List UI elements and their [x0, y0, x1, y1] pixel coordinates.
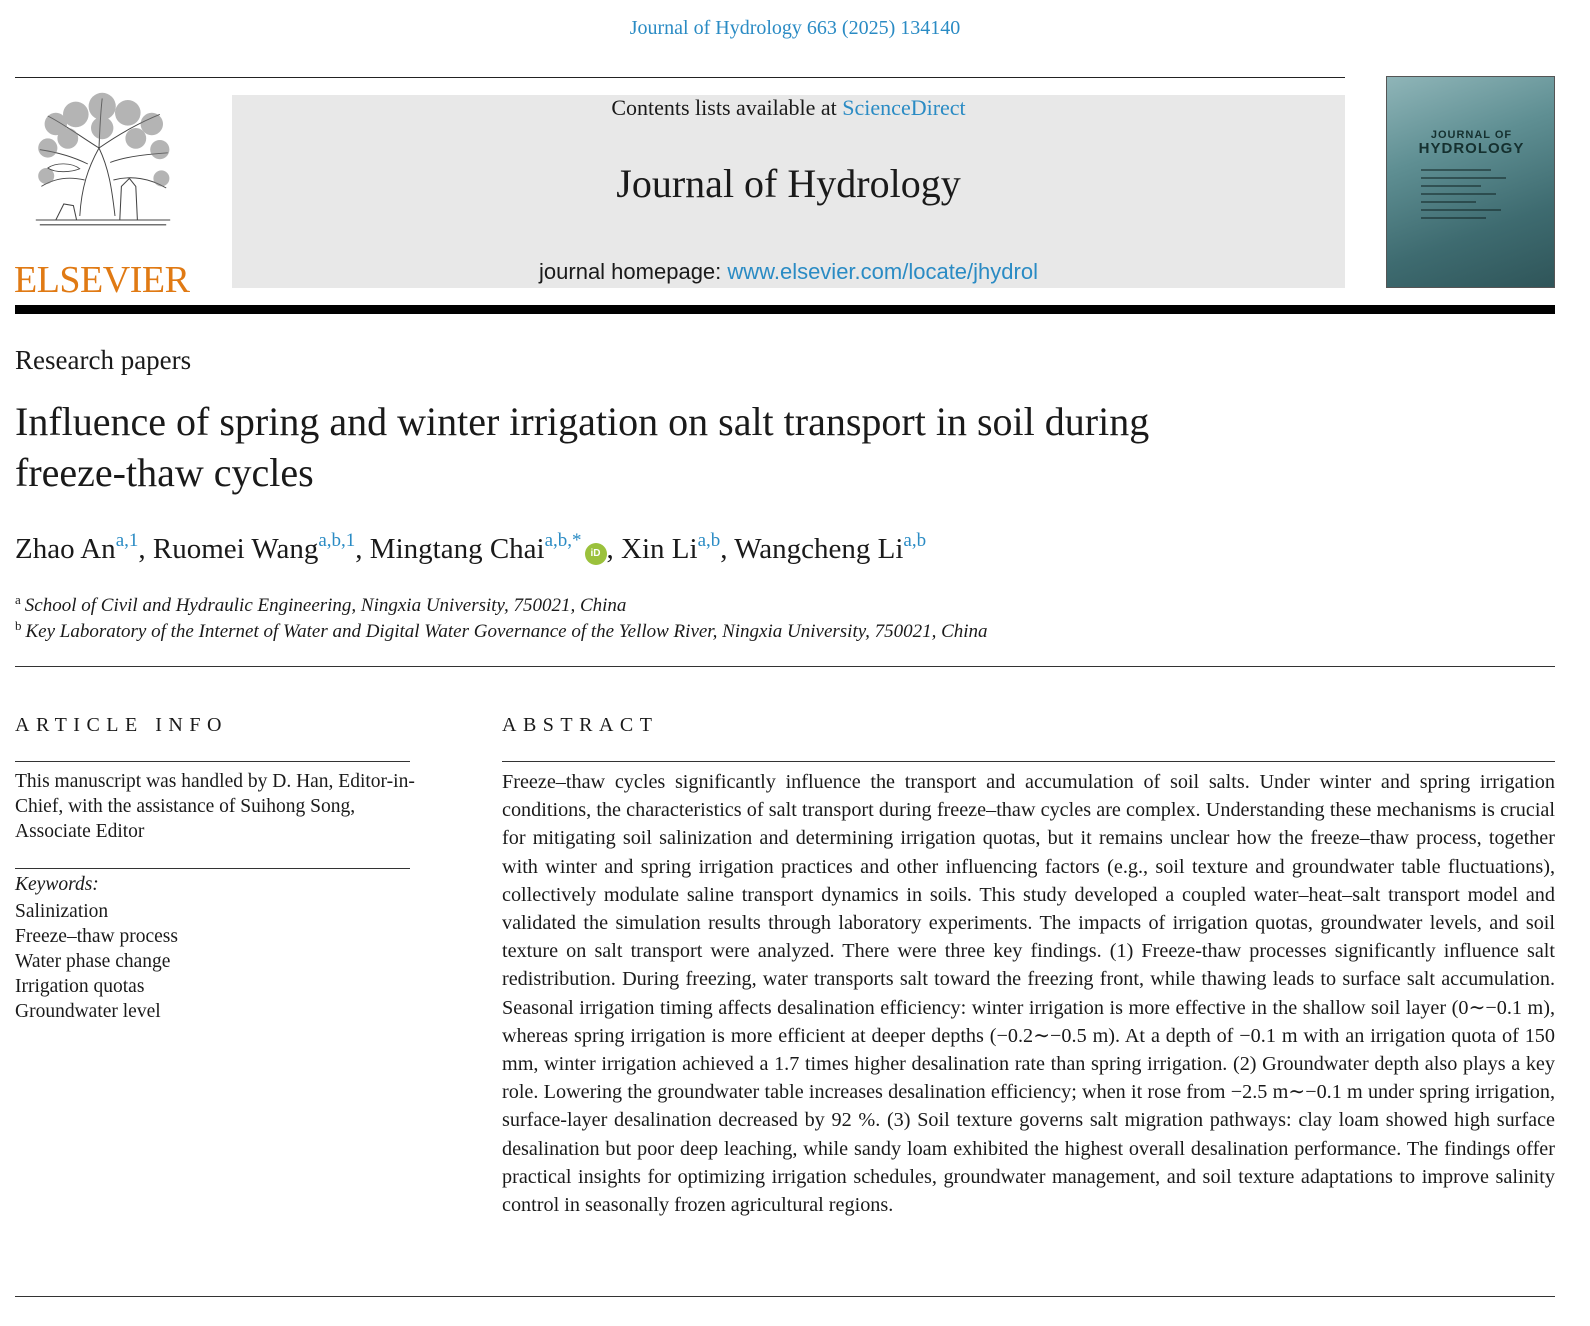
- keyword-item: Irrigation quotas: [15, 976, 145, 997]
- elsevier-wordmark[interactable]: ELSEVIER: [14, 259, 190, 301]
- title-line-2: freeze-thaw cycles: [15, 450, 314, 495]
- journal-citation[interactable]: Journal of Hydrology 663 (2025) 134140: [629, 17, 961, 39]
- keywords-label: Keywords:: [15, 874, 99, 895]
- header-thick-rule: [15, 305, 1555, 314]
- author-affiliation-marks[interactable]: a,b: [903, 530, 927, 551]
- author-affiliation-marks[interactable]: a,b,*: [544, 530, 582, 551]
- cover-title: [1387, 129, 1555, 155]
- editor-note: This manuscript was handled by D. Han, Editor-in-Chief, with the assistance of Suihong Song, Associate Editor: [15, 771, 415, 842]
- affiliation-rule: [15, 666, 1555, 667]
- affiliation-mark: b: [15, 618, 22, 633]
- journal-title: Journal of Hydrology: [616, 161, 961, 206]
- affiliation-b: [15, 618, 988, 643]
- affiliation-mark: a: [15, 592, 21, 607]
- author-name[interactable]: Ruomei Wang: [152, 533, 319, 565]
- keyword-item: Salinization: [15, 901, 109, 922]
- author-name[interactable]: Zhao An: [15, 533, 116, 565]
- homepage-line: [232, 259, 1345, 285]
- keywords-rule: [15, 868, 410, 869]
- author-affiliation-marks[interactable]: a,b: [697, 530, 721, 551]
- affiliation-text: Key Laboratory of the Internet of Water and Digital Water Governance of the Yellow River, Ningxia University, 750021, China: [25, 621, 988, 642]
- cover-title-line1: JOURNAL OF: [1430, 129, 1513, 141]
- homepage-link[interactable]: www.elsevier.com/locate/jhydrol: [727, 259, 1038, 284]
- article-info-heading: ARTICLE INFO: [15, 714, 228, 736]
- cover-editor-lines: [1421, 169, 1521, 225]
- author-affiliation-marks[interactable]: a,b,1: [318, 530, 356, 551]
- author-name[interactable]: Xin Li: [621, 533, 698, 565]
- keywords-list: [15, 899, 178, 1024]
- affiliation-a: [15, 592, 626, 617]
- author-list: Zhao An$^{a,1}$, Ruomei Wang$^{a,b,1}$, Mingtang Chai$^{a,b,*}$iD , Xin Li$^{a,b}$, Wangcheng Li$^{a,b}$: [15, 530, 927, 565]
- abstract-rule: [502, 761, 1555, 762]
- homepage-prefix: journal homepage:: [539, 259, 728, 284]
- abstract-heading: ABSTRACT: [502, 714, 659, 736]
- cover-title-line2: HYDROLOGY: [1418, 140, 1525, 157]
- orcid-icon[interactable]: iD: [585, 543, 607, 565]
- keyword-item: Groundwater level: [15, 1001, 161, 1022]
- title-line-1: Influence of spring and winter irrigation on salt transport in soil during: [15, 399, 1150, 444]
- abstract-text: Freeze–thaw cycles significantly influence the transport and accumulation of soil salts. Under winter and spring irrigation conditions, the characteristics of salt transport during freeze–thaw cycles are complex. Understanding these mechanisms is crucial for mitigating soil salinization and determining irrigation quotas, but it remains unclear how the freeze–thaw process, together with winter and spring irrigation practices and other influencing factors (e.g., soil texture and groundwater table fluctuations), collectively modulate saline transport dynamics in soils. This study developed a coupled water–heat–salt transport model and validated the simulation results through laboratory experiments. The impacts of irrigation quotas, groundwater levels, and soil texture on salt transport were analyzed. There were three key findings. (1) Freeze-thaw processes significantly influence salt redistribution. During freezing, water transports salt toward the freezing front, while thawing leads to surface salt accumulation. Seasonal irrigation timing affects desalination efficiency: winter irrigation is more effective in the shallow soil layer (0∼−0.1 m), whereas spring irrigation is more efficient at deeper depths (−0.2∼−0.5 m). At a depth of −0.1 m with an irrigation quota of 150 mm, winter irrigation achieved a 1.7 times higher desalination rate than spring irrigation. (2) Groundwater depth also plays a key role. Lowering the groundwater table increases desalination efficiency; when it rose from −2.5 m∼−0.1 m under spring irrigation, surface-layer desalination decreased by 92 %. (3) Soil texture governs salt migration pathways: clay loam showed high surface desalination but poor deep leaching, while sandy loam exhibited the highest overall desalination performance. The findings offer practical insights for optimizing irrigation schedules, groundwater management, and soil texture adaptations to improve salinity control in seasonally frozen agricultural regions.: [502, 771, 1555, 1217]
- author-name[interactable]: Mingtang Chai: [369, 533, 545, 565]
- journal-cover-image[interactable]: [1386, 76, 1555, 288]
- article-info-rule: [15, 761, 410, 762]
- article-section: Research papers: [15, 345, 192, 375]
- author-affiliation-marks[interactable]: a,1: [115, 530, 139, 551]
- paper-title: [15, 396, 1355, 498]
- keyword-item: Freeze–thaw process: [15, 926, 178, 947]
- author-name[interactable]: Wangcheng Li: [734, 533, 904, 565]
- affiliation-text: School of Civil and Hydraulic Engineering, Ningxia University, 750021, China: [24, 595, 627, 616]
- contents-prefix: Contents lists available at: [611, 95, 843, 120]
- elsevier-tree-logo: [14, 92, 192, 252]
- top-rule: [15, 77, 1345, 78]
- bottom-rule: [15, 1296, 1555, 1297]
- keyword-item: Water phase change: [15, 951, 171, 972]
- sciencedirect-link[interactable]: ScienceDirect: [842, 95, 966, 120]
- contents-line: [232, 95, 1345, 121]
